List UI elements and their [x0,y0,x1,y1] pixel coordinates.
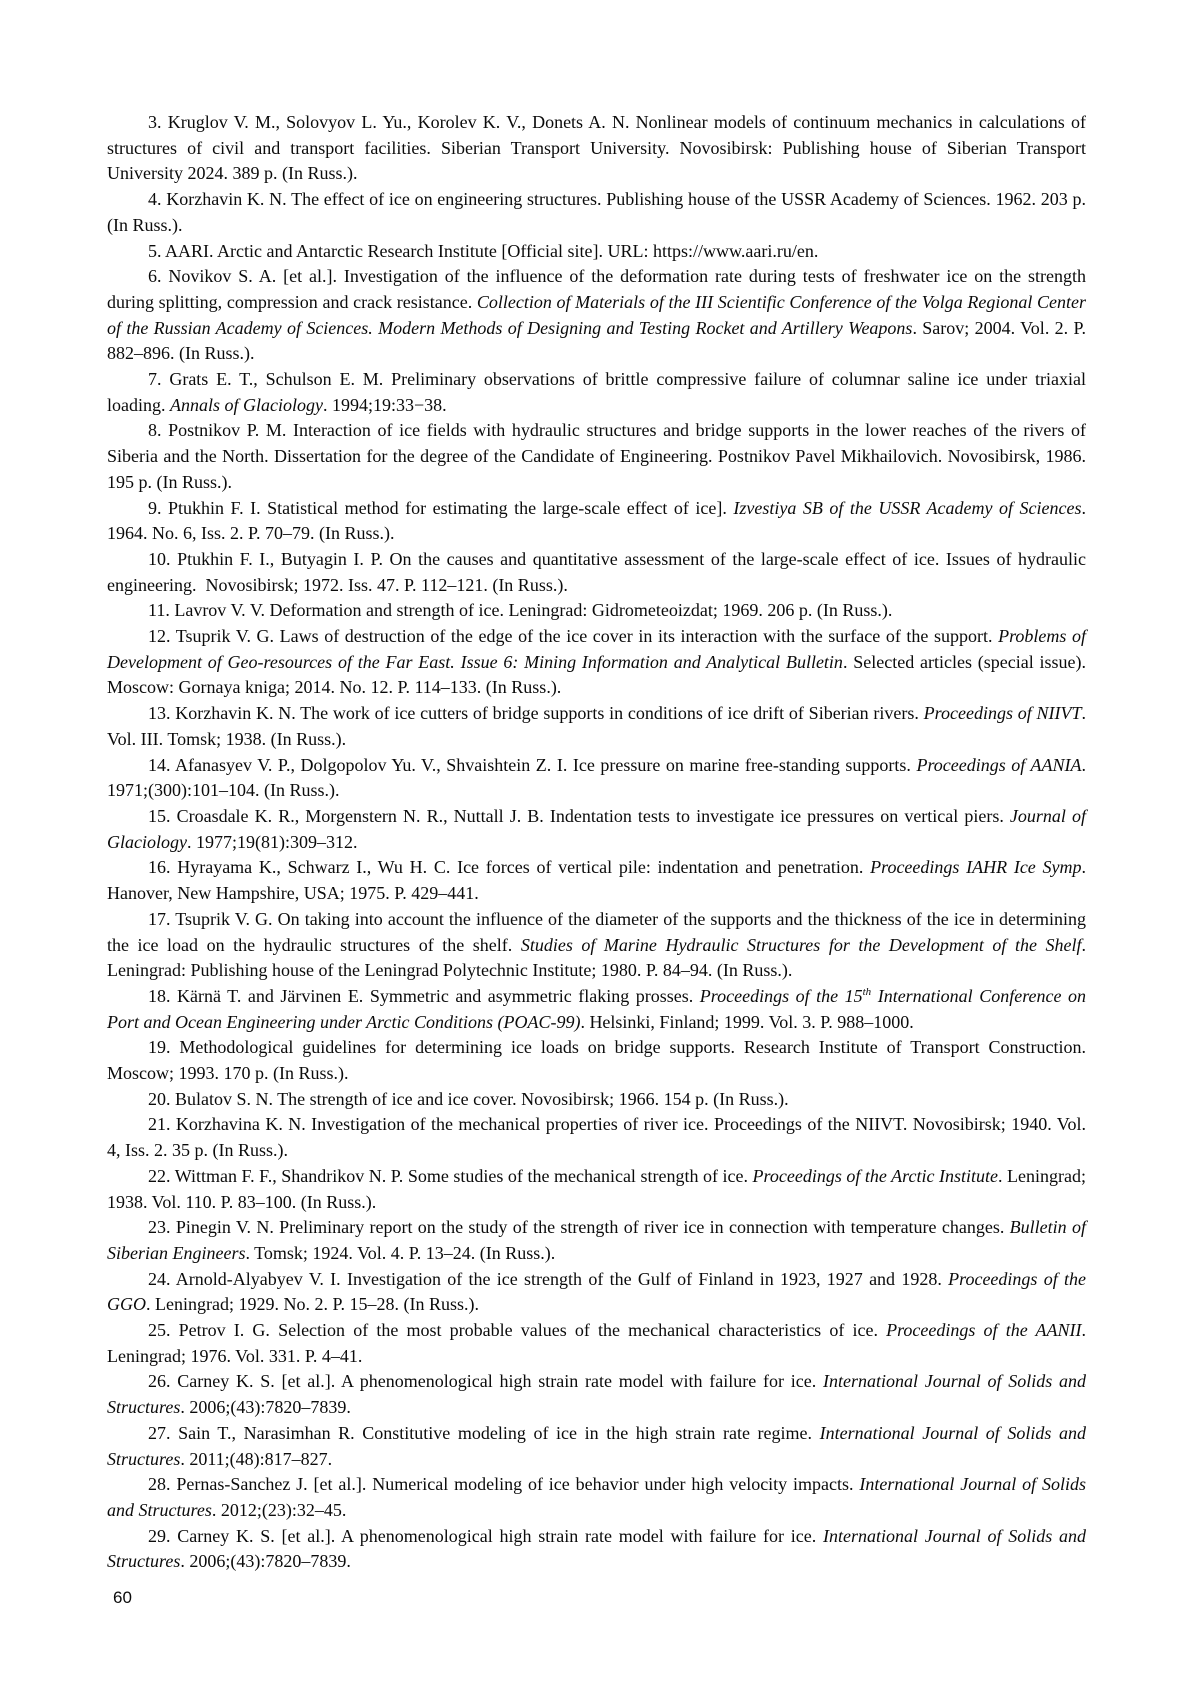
reference-segment: . Tomsk; 1924. Vol. 4. P. 13–24. (In Russ.). [245,1242,556,1263]
reference-segment: . 1964. No. 6, Iss. 2. P. 70–79. (In Russ.). [107,497,1086,544]
reference-item [107,1267,1086,1318]
reference-segment: 6. Novikov S. A. [et al.]. Investigation of the influence of the deformation rate during tests of freshwater ice on the strength during splitting, compression and crack resistance. [107,266,1086,312]
reference-segment: 15. Croasdale K. R., Morgenstern N. R., Nuttall J. B. Indentation tests to investigate ice pressures on vertical piers. [148,805,1010,826]
reference-segment-italic: Bulletin of Siberian Engineers [107,1217,1086,1263]
reference-item [107,1087,1086,1113]
reference-item [107,1112,1086,1163]
reference-segment: 17. Tsuprik V. G. On taking into account the influence of the diameter of the supports and the thickness of the ice in determining the ice load on the hydraulic structures of the shelf. [107,908,1086,955]
reference-segment-italic: th [862,985,872,998]
reference-segment-italic: Proceedings of the 15 [699,985,863,1006]
reference-segment-italic: Proceedings of the Arctic Institute [752,1165,998,1186]
reference-item [107,110,1086,187]
reference-item [107,1421,1086,1472]
reference-segment-italic: Annals of Glaciology [170,394,323,415]
reference-item [107,1524,1086,1575]
reference-item [107,855,1086,906]
reference-segment: 23. Pinegin V. N. Preliminary report on the study of the strength of river ice in connection with temperature changes. [148,1217,1010,1238]
reference-item [107,984,1086,1035]
reference-item [107,1035,1086,1086]
references-list [107,110,1086,1575]
reference-segment-italic: International Journal of Solids and Structures [107,1422,1086,1469]
reference-segment-italic: Studies of Marine Hydraulic Structures for the Development of the Shelf [520,934,1082,955]
reference-segment-italic: Problems of Development of Geo-resources of the Far East. Issue 6: Mining Information and Analytical Bulletin [107,626,1086,672]
reference-item [107,701,1086,752]
reference-item [107,1369,1086,1420]
reference-segment: 3. Kruglov V. M., Solovyov L. Yu., Korolev K. V., Donets A. N. Nonlinear models of continuum mechanics in calculations of structures of civil and transport facilities. Siberian Transport University. Novosibirsk: Publishing house of Siberian Transport University 2024. 389 p. (In Russ.). [107,112,1086,184]
reference-segment: 10. Ptukhin F. I., Butyagin I. P. On the causes and quantitative assessment of the large-scale effect of ice. Issues of hydraulic engineering. Novosibirsk; 1972. Iss. 47. P. 112–121. (In Russ.). [107,548,1086,595]
reference-item [107,239,1086,265]
reference-segment-italic: Journal of Glaciology [107,805,1086,852]
reference-item [107,264,1086,367]
reference-segment-italic: Proceedings IAHR Ice Symp [870,857,1082,878]
reference-item [107,598,1086,624]
reference-segment-italic: International Journal of Solids and Structures [107,1371,1086,1418]
reference-item [107,1318,1086,1369]
reference-item [107,187,1086,238]
reference-segment: 7. Grats E. T., Schulson E. M. Preliminary observations of brittle compressive failure of columnar saline ice under triaxial loading. [107,369,1086,415]
reference-item [107,804,1086,855]
reference-segment: 20. Bulatov S. N. The strength of ice and ice cover. Novosibirsk; 1966. 154 p. (In Russ.). [148,1088,789,1109]
reference-segment: 25. Petrov I. G. Selection of the most probable values of the mechanical characteristics of ice. [148,1320,887,1341]
reference-item [107,1215,1086,1266]
reference-segment: . Leningrad; 1976. Vol. 331. P. 4–41. [107,1320,1086,1366]
reference-segment: . 2006;(43):7820–7839. [180,1397,351,1418]
reference-item [107,1472,1086,1523]
reference-segment: 16. Hyrayama K., Schwarz I., Wu H. C. Ice forces of vertical pile: indentation and penetration. [148,857,871,878]
reference-segment: 4. Korzhavin K. N. The effect of ice on engineering structures. Publishing house of the USSR Academy of Sciences. 1962. 203 p. (In Russ.). [107,189,1086,235]
reference-segment: . 2011;(48):817–827. [180,1448,333,1469]
reference-item [107,496,1086,547]
reference-segment: 14. Afanasyev V. P., Dolgopolov Yu. V., Shvaishtein Z. I. Ice pressure on marine free-standing supports. [148,754,917,775]
reference-item [107,907,1086,984]
reference-item [107,1164,1086,1215]
reference-segment: 22. Wittman F. F., Shandrikov N. P. Some studies of the mechanical strength of ice. [148,1165,753,1186]
reference-segment: . 2012;(23):32–45. [211,1499,347,1520]
reference-segment: 12. Tsuprik V. G. Laws of destruction of the edge of the ice cover in its interaction with the surface of the support. [148,626,999,647]
reference-segment: . Selected articles (special issue). Moscow: Gornaya kniga; 2014. No. 12. P. 114–133. (In Russ.). [107,651,1086,698]
reference-segment-italic: Izvestiya SB of the USSR Academy of Sciences [733,497,1082,518]
reference-item [107,624,1086,701]
reference-segment: 29. Carney K. S. [et al.]. A phenomenological high strain rate model with failure for ice. [148,1525,823,1546]
reference-item [107,418,1086,495]
reference-segment: 11. Lavrov V. V. Deformation and strength of ice. Leningrad: Gidrometeoizdat; 1969. 206 p. (In Russ.). [148,600,893,621]
reference-item [107,753,1086,804]
reference-item [107,547,1086,598]
reference-segment: . Leningrad: Publishing house of the Leningrad Polytechnic Institute; 1980. P. 84–94. (In Russ.). [107,934,1086,981]
reference-item [107,367,1086,418]
reference-segment: . Leningrad; 1929. No. 2. P. 15–28. (In Russ.). [146,1294,479,1315]
reference-segment: 28. Pernas-Sanchez J. [et al.]. Numerical modeling of ice behavior under high velocity impacts. [148,1474,860,1495]
reference-segment-italic: International Journal of Solids and Structures [107,1525,1086,1572]
reference-segment: . Vol. III. Tomsk; 1938. (In Russ.). [107,703,1086,749]
reference-segment: 9. Ptukhin F. I. Statistical method for estimating the large-scale effect of ice]. [148,497,734,518]
reference-segment: 13. Korzhavin K. N. The work of ice cutters of bridge supports in conditions of ice drift of Siberian rivers. [148,703,924,724]
page-number: 60 [113,1588,132,1607]
reference-segment: . Leningrad; 1938. Vol. 110. P. 83–100. (In Russ.). [107,1165,1086,1212]
reference-segment-italic: International Journal of Solids and Structures [107,1474,1086,1520]
reference-segment-italic: International Conference on Port and Ocean Engineering under Arctic Conditions (POAC-99) [107,985,1087,1032]
reference-segment: 18. Kärnä T. and Järvinen E. Symmetric and asymmetric flaking prosses. [148,985,700,1006]
reference-segment-italic: Proceedings of the GGO [107,1268,1086,1315]
reference-segment: . Hanover, New Hampshire, USA; 1975. P. 429–441. [107,857,1086,904]
reference-segment-italic: Proceedings of the AANII [886,1320,1082,1341]
reference-segment: 21. Korzhavina K. N. Investigation of the mechanical properties of river ice. Proceedings of the NIIVT. Novosibirsk; 1940. Vol. 4, Iss. 2. 35 p. (In Russ.). [107,1114,1086,1161]
reference-segment: 19. Methodological guidelines for determining ice loads on bridge supports. Research Institute of Transport Construction. Moscow; 1993. 170 p. (In Russ.). [107,1037,1086,1084]
reference-segment: . 1971;(300):101–104. (In Russ.). [107,754,1087,801]
reference-segment-italic: Proceedings of AANIA [916,754,1082,775]
reference-segment: 24. Arnold-Alyabyev V. I. Investigation of the ice strength of the Gulf of Finland in 1923, 1927 and 1928. [148,1268,949,1289]
reference-segment-italic: Proceedings of NIIVT [923,703,1082,724]
reference-segment: . 2006;(43):7820–7839. [180,1551,351,1572]
reference-segment: 5. AARI. Arctic and Antarctic Research Institute [Official site]. URL: https://www.aari.ru/en. [148,240,819,261]
reference-segment-italic: Collection of Materials of the III Scientific Conference of the Volga Regional Center of the Russian Academy of Sciences. Modern Methods of Designing and Testing Rocket and Artillery Weapons [107,291,1087,338]
reference-segment: . Helsinki, Finland; 1999. Vol. 3. P. 988–1000. [580,1011,914,1032]
reference-segment: 26. Carney K. S. [et al.]. A phenomenological high strain rate model with failure for ice. [148,1371,823,1392]
reference-segment: . 1994;19:33−38. [322,394,447,415]
reference-segment: 8. Postnikov P. M. Interaction of ice fields with hydraulic structures and bridge supports in the lower reaches of the rivers of Siberia and the North. Dissertation for the degree of the Candidate of Engineering. Postnikov Pavel Mikhailovich. Novosibirsk, 1986. 195 p. (In Russ.). [107,420,1086,492]
reference-segment: . 1977;19(81):309–312. [186,831,358,852]
reference-segment: 27. Sain T., Narasimhan R. Constitutive modeling of ice in the high strain rate regime. [148,1422,820,1443]
reference-segment: . Sarov; 2004. Vol. 2. P. 882–896. (In Russ.). [107,317,1087,364]
